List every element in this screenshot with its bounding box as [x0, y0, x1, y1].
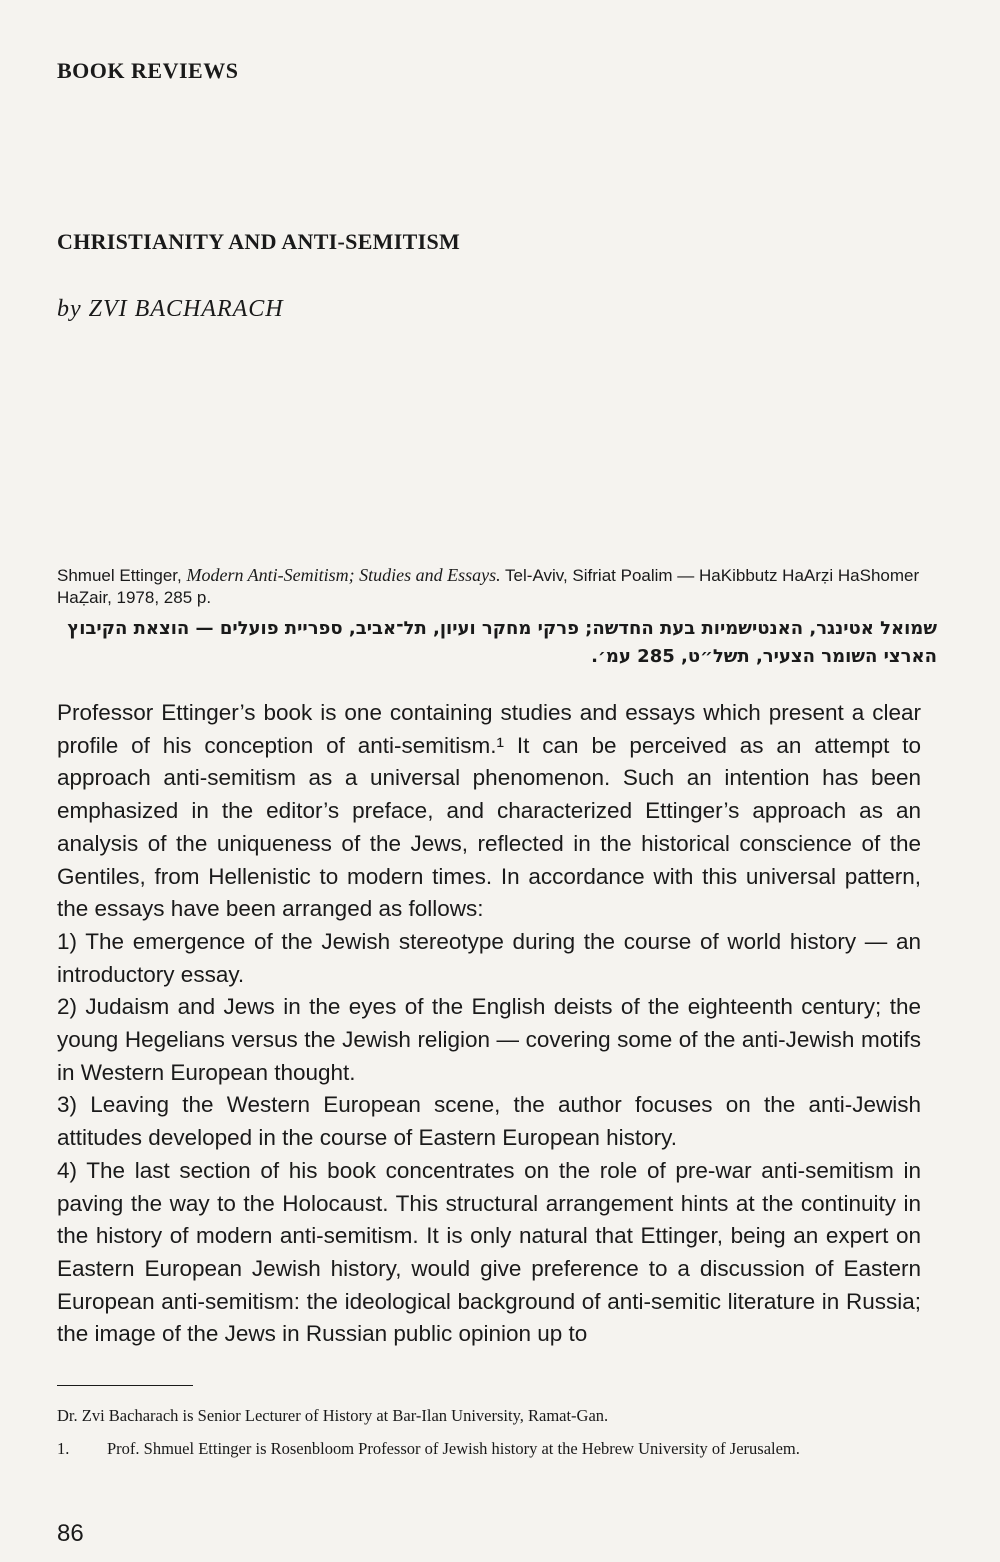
body-list-item-3: 3) Leaving the Western European scene, the author focuses on the anti-Jewish attitudes developed in the course of Eastern European history.: [57, 1092, 921, 1151]
section-header: BOOK REVIEWS: [57, 58, 239, 83]
citation-author: Shmuel Ettinger,: [57, 566, 182, 585]
footnote-1: [57, 1436, 937, 1462]
footnote-1-number: 1.: [57, 1439, 70, 1458]
author-footnote: Dr. Zvi Bacharach is Senior Lecturer of History at Bar-Ilan University, Ramat-Gan.: [57, 1406, 609, 1425]
book-citation: [57, 564, 937, 609]
body-list-item-1: 1) The emergence of the Jewish stereotype during the course of world history — an introductory essay.: [57, 928, 921, 987]
footnote-rule: [57, 1385, 193, 1386]
page-number: 86: [57, 1520, 84, 1547]
hebrew-citation: [57, 615, 937, 671]
byline: by ZVI BACHARACH: [57, 296, 284, 322]
citation-title: Modern Anti-Semitism; Studies and Essays.: [186, 565, 501, 585]
footnote-1-text: Prof. Shmuel Ettinger is Rosenbloom Professor of Jewish history at the Hebrew University of Jerusalem.: [107, 1439, 800, 1458]
review-body: [57, 697, 921, 1351]
hebrew-citation-line-1: שמואל אטינגר, האנטישמיות בעת החדשה; פרקי מחקר ועיון, תל־אביב, ספריית פועלים — הוצאת הקיבוץ: [67, 618, 937, 639]
citation-publisher: Tel-Aviv, Sifriat Poalim — HaKibbutz HaArẓi HaShomer HaẒair, 1978, 285 p.: [57, 566, 920, 607]
hebrew-citation-line-2: הארצי השומר הצעיר, תשל״ט, 285 עמ׳.: [591, 646, 937, 667]
body-list-item-4: 4) The last section of his book concentrates on the role of pre-war anti-semitism in paving the way to the Holocaust. This structural arrangement hints at the continuity in the history of modern anti-semitism. It is only natural that Ettinger, being an expert on Eastern European Jewish history, would give preference to a discussion of Eastern European anti-semitism: the ideological background of anti-semitic literature in Russia; the image of the Jews in Russian public opinion up to: [57, 1157, 921, 1347]
body-list-item-2: 2) Judaism and Jews in the eyes of the English deists of the eighteenth century; the young Hegelians versus the Jewish religion — covering some of the anti-Jewish motifs in Western European thought.: [57, 994, 921, 1085]
body-intro-paragraph: Professor Ettinger’s book is one containing studies and essays which present a clear profile of his conception of anti-semitism.¹ It can be perceived as an attempt to approach anti-semitism as a universal phenomenon. Such an intention has been emphasized in the editor’s preface, and characterized Ettinger’s approach as an analysis of the uniqueness of the Jews, reflected in the historical conscience of the Gentiles, from Hellenistic to modern times. In accordance with this universal pattern, the essays have been arranged as follows:: [57, 700, 921, 922]
article-title: CHRISTIANITY AND ANTI-SEMITISM: [57, 229, 461, 254]
